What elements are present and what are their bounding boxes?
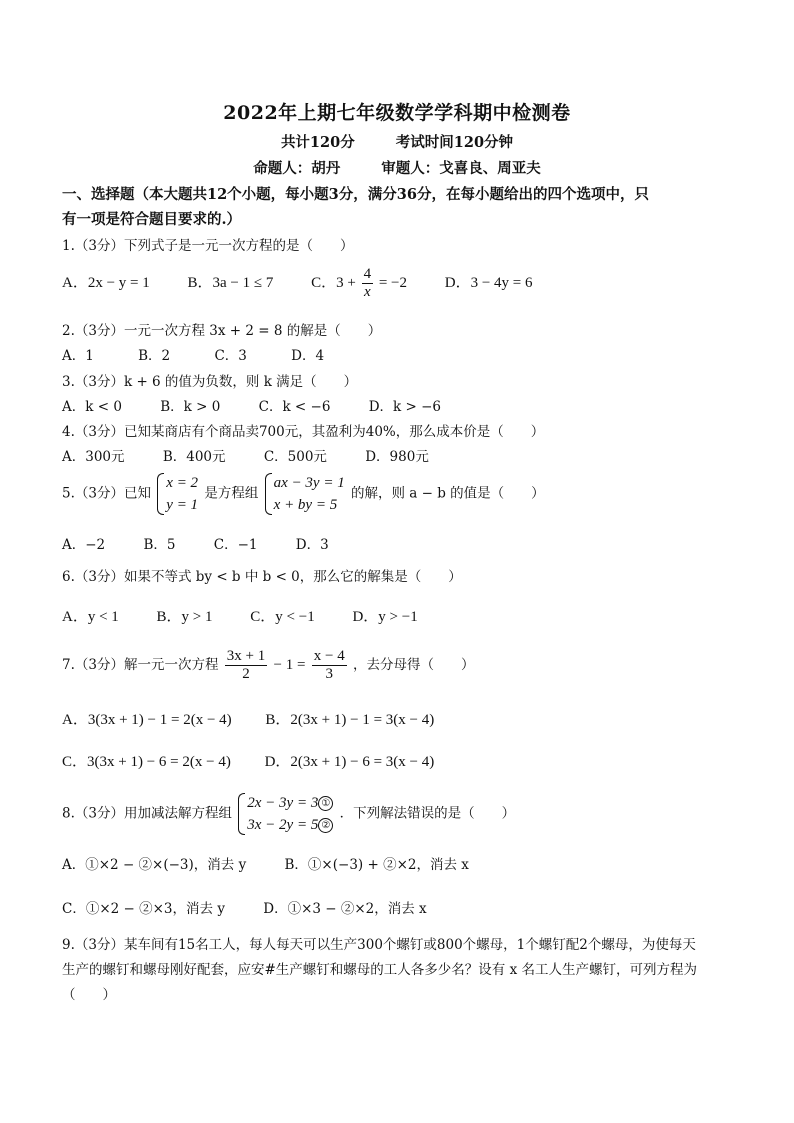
q8-eq2: 3x − 2y = 5 (247, 817, 319, 833)
question-7-stem (62, 648, 475, 683)
q5-s1b: y = 1 (166, 497, 199, 513)
question-3-options (62, 395, 475, 415)
q6-option-a: A．y < 1 (62, 609, 119, 625)
q8-pre: 8.（3分）用加减法解方程组 (62, 805, 232, 822)
q1-option-a: A．2x − y = 1 (62, 274, 150, 291)
total-score: 共计120分 (280, 134, 355, 151)
question-2-options (62, 344, 358, 364)
exam-authors (0, 157, 794, 178)
section-heading-cont: 有一项是符合题目要求的.） (62, 211, 242, 228)
question-1-stem: 1.（3分）下列式子是一元一次方程的是（ ） (62, 238, 354, 254)
q1-c-fraction (362, 266, 374, 301)
q7-f1-den: 2 (242, 666, 250, 682)
exam-time: 考试时间120分钟 (395, 134, 514, 151)
q5-option-b: B．5 (143, 537, 176, 553)
q7-f2-den: 3 (325, 666, 333, 682)
question-6-options (62, 605, 452, 626)
q4-option-c: C．500元 (263, 449, 327, 465)
q3-option-b: B．k > 0 (160, 399, 221, 415)
q4-option-a: A．300元 (62, 449, 125, 465)
question-3-stem: 3.（3分）k + 6 的值为负数，则 k 满足（ ） (62, 374, 358, 390)
section-heading: 一、选择题（本大题共12个小题，每小题3分，满分36分，在每小题给出的四个选项中，只 (62, 186, 649, 203)
q3-option-a: A．k < 0 (62, 399, 122, 415)
question-9-line-2: 生产的螺钉和螺母刚好配套，应安#生产螺钉和螺母的工人各多少名？设有 x 名工人生产螺钉，可列方程为 (62, 962, 698, 978)
q1-option-c (311, 266, 407, 301)
question-5-stem (62, 472, 545, 516)
q8-option-a: A．①×2 − ②×(−3)，消去 y (62, 857, 247, 873)
q5-option-d: D．3 (295, 537, 329, 553)
q3-option-d: D．k > −6 (368, 399, 442, 415)
question-7-options-row1 (62, 708, 468, 729)
q5-s1a: x = 2 (166, 475, 199, 491)
q4-option-b: B．400元 (162, 449, 226, 465)
q7-option-c: C．3(3x + 1) − 6 = 2(x − 4) (62, 754, 231, 770)
q8-option-b: B．①×(−3) + ②×2，消去 x (284, 857, 469, 873)
q7-option-d: D．2(3x + 1) − 6 = 3(x − 4) (264, 754, 435, 770)
q2-option-b: B．2 (138, 348, 171, 364)
q7-pre: 7.（3分）解一元一次方程 (62, 657, 219, 673)
question-7-options-row2 (62, 750, 468, 771)
q6-option-d: D．y > −1 (352, 609, 418, 625)
q5-s2b: x + by = 5 (273, 497, 338, 513)
q8-eq1: 2x − 3y = 3 (247, 795, 319, 811)
q5-option-a: A．−2 (62, 537, 106, 553)
exam-info (0, 131, 794, 152)
q7-fraction-2 (312, 648, 347, 683)
q8-circle-1: ① (318, 796, 333, 811)
q5-post: 的解，则 a − b 的值是（ ） (351, 485, 545, 502)
q1-option-d: D．3 − 4y = 6 (444, 274, 533, 291)
q5-pre: 5.（3分）已知 (62, 485, 151, 502)
question-1-options (62, 266, 567, 301)
q1-c-prefix: C．3 + (311, 274, 356, 291)
q4-option-d: D．980元 (365, 449, 429, 465)
page-title: 2022年上期七年级数学学科期中检测卷 (223, 102, 571, 124)
q5-mid: 是方程组 (204, 485, 259, 502)
reviewer: 审题人：戈喜良、周亚夫 (381, 160, 541, 177)
question-6-stem: 6.（3分）如果不等式 by < b 中 b < 0，那么它的解集是（ ） (62, 569, 462, 585)
q7-post: ，去分母得（ ） (353, 657, 475, 673)
q7-f1-num: 3x + 1 (226, 648, 266, 664)
q8-post: ．下列解法错误的是（ ） (339, 805, 516, 822)
q7-fraction-1 (225, 648, 267, 683)
q5-option-c: C．−1 (213, 537, 258, 553)
q5-given-system (157, 472, 198, 516)
question-8-options-row2 (62, 897, 461, 917)
q1-c-num: 4 (363, 266, 372, 282)
q7-mid: − 1 = (273, 657, 306, 673)
author: 命题人：胡丹 (253, 160, 341, 177)
question-4-stem: 4.（3分）已知某商店有个商品卖700元，其盈利为40%，那么成本价是（ ） (62, 424, 545, 440)
question-5-options (62, 533, 363, 553)
q1-option-b: B．3a − 1 ≤ 7 (187, 274, 274, 291)
question-8-options-row1 (62, 853, 503, 873)
q6-option-b: B．y > 1 (156, 609, 213, 625)
q8-option-c: C．①×2 − ②×3，消去 y (62, 901, 225, 917)
q8-circle-2: ② (318, 818, 333, 833)
question-8-stem (62, 792, 515, 836)
q1-c-suffix: = −2 (378, 274, 408, 291)
question-4-options (62, 445, 463, 465)
q1-c-den: x (364, 284, 371, 300)
q3-option-c: C．k < −6 (258, 399, 331, 415)
q6-option-c: C．y < −1 (250, 609, 315, 625)
q7-option-a: A．3(3x + 1) − 1 = 2(x − 4) (62, 712, 232, 728)
question-2-stem: 2.（3分）一元一次方程 3x + 2 = 8 的解是（ ） (62, 323, 382, 339)
q7-option-b: B．2(3x + 1) − 1 = 3(x − 4) (265, 712, 435, 728)
question-9-line-1: 9.（3分）某车间有15名工人，每人每天可以生产300个螺钉或800个螺母，1个螺钉配2个螺母，为使每天 (62, 937, 696, 953)
q5-s2a: ax − 3y = 1 (273, 475, 345, 491)
question-9-line-3: （ ） (62, 987, 116, 1003)
q8-option-d: D．①×3 − ②×2，消去 x (263, 901, 427, 917)
q7-f2-num: x − 4 (313, 648, 345, 664)
q8-equation-system (238, 792, 333, 836)
q2-option-d: D．4 (291, 348, 325, 364)
q2-option-a: A．1 (62, 348, 94, 364)
q2-option-c: C．3 (214, 348, 247, 364)
q5-equation-system (265, 472, 345, 516)
